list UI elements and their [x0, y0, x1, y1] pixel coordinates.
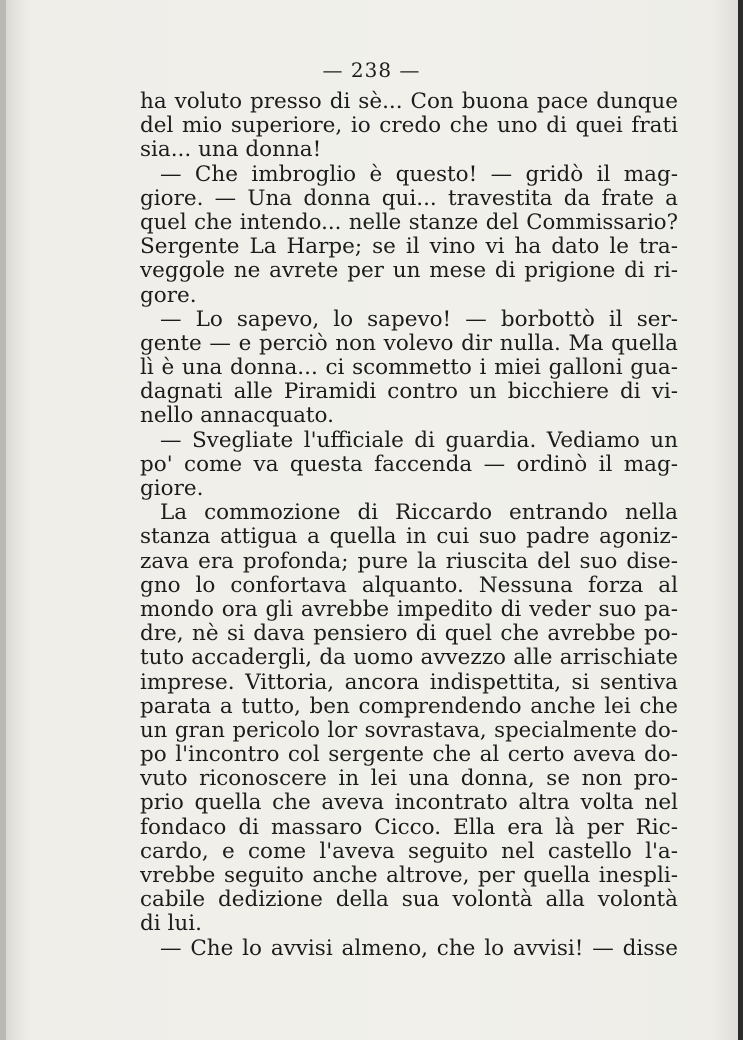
- text-line: vrebbe seguito anche altrove, per quella inespli-: [140, 863, 678, 888]
- text-line: — Che imbroglio è questo! — gridò il mag-: [160, 161, 678, 187]
- text-line: stanza attigua a quella in cui suo padre agoniz-: [140, 524, 678, 550]
- text-line: — Svegliate l'ufficiale di guardia. Vediamo un: [160, 427, 678, 453]
- text-line: parata a tutto, ben comprendendo anche lei che: [140, 693, 678, 719]
- text-line: prio quella che aveva incontrato altra volta nel: [140, 790, 678, 816]
- text-line: gente — e perciò non volevo dir nulla. Ma quella: [140, 330, 678, 356]
- text-line: La commozione di Riccardo entrando nella: [160, 500, 678, 526]
- body-text: [140, 90, 678, 961]
- page-right-edge: [738, 0, 743, 1040]
- text-line: un gran pericolo lor sovrastava, specialmente do-: [140, 717, 678, 743]
- text-line: di lui.: [140, 911, 202, 937]
- page-left-edge: [0, 0, 6, 1040]
- text-line: fondaco di massaro Cicco. Ella era là per Ric-: [140, 814, 678, 840]
- text-line: del mio superiore, io credo che uno di quei frati: [140, 113, 678, 139]
- text-line: nello annacquato.: [140, 403, 334, 429]
- text-line: tuto accadergli, da uomo avvezzo alle arrischiate: [140, 645, 678, 671]
- text-line: dagnati alle Piramidi contro un bicchiere di vi-: [140, 379, 678, 405]
- text-line: giore. — Una donna qui... travestita da frate a: [140, 185, 678, 211]
- text-line: quel che intendo... nelle stanze del Commissario?: [140, 209, 678, 235]
- text-line: vuto riconoscere in lei una donna, se non pro-: [140, 766, 678, 792]
- text-line: gno lo confortava alquanto. Nessuna forza al: [140, 572, 678, 598]
- text-line: cabile dedizione della sua volontà alla volontà: [140, 887, 678, 913]
- text-line: — Lo sapevo, lo sapevo! — borbottò il ser-: [160, 306, 678, 332]
- text-line: mondo ora gli avrebbe impedito di veder suo pa-: [140, 596, 678, 622]
- text-line: gore.: [140, 282, 197, 308]
- text-line: — Che lo avvisi almeno, che lo avvisi! — disse: [160, 935, 678, 961]
- text-line: imprese. Vittoria, ancora indispettita, si sentiva: [140, 669, 678, 695]
- text-line: ha voluto presso di sè... Con buona pace dunque: [140, 89, 678, 114]
- text-line: giore.: [140, 476, 204, 501]
- text-line: sia... una donna!: [140, 137, 322, 163]
- text-line: lì è una donna... ci scommetto i miei galloni gua-: [140, 355, 678, 381]
- text-line: po l'incontro col sergente che al certo aveva do-: [140, 742, 678, 768]
- text-line: Sergente La Harpe; se il vino vi ha dato le tra-: [140, 234, 678, 260]
- text-line: po' come va questa faccenda — ordinò il mag-: [140, 451, 678, 477]
- text-line: cardo, e come l'aveva seguito nel castello l'a-: [140, 838, 678, 864]
- text-line: veggole ne avrete per un mese di prigione di ri-: [140, 258, 678, 284]
- text-line: dre, nè si dava pensiero di quel che avrebbe po-: [140, 621, 678, 647]
- page-number: — 238 —: [322, 58, 421, 82]
- text-line: zava era profonda; pure la riuscita del suo dise-: [140, 548, 678, 574]
